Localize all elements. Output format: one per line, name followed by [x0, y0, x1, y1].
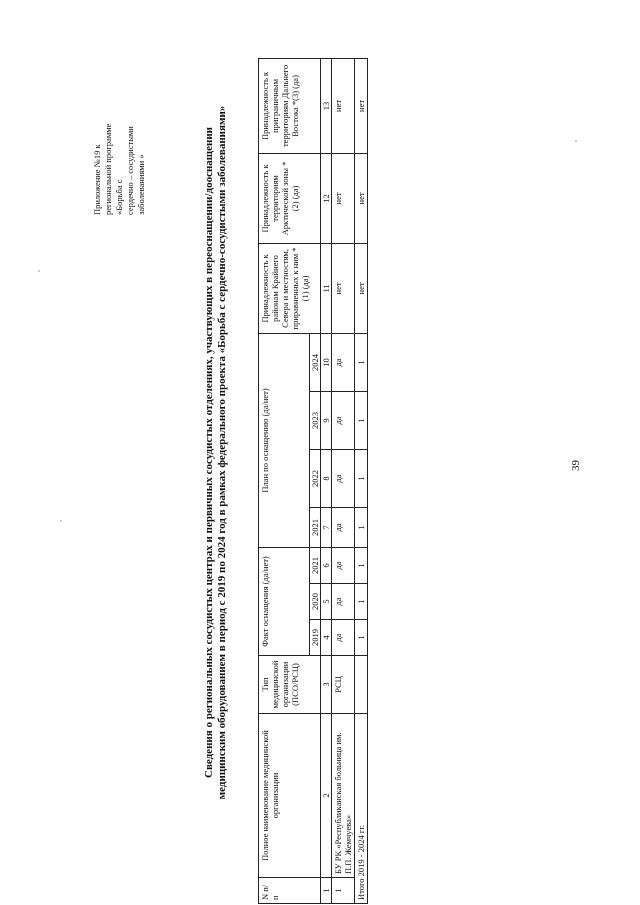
- header-plan: План по оснащению (да/нет): [259, 333, 310, 547]
- fact-year: 2019: [310, 620, 321, 656]
- appendix-line: заболеваниями »: [136, 154, 146, 215]
- table-header-row: [259, 58, 310, 903]
- col-number: 3: [321, 656, 332, 714]
- col-number: 13: [321, 58, 332, 153]
- total-arctic: нет: [355, 153, 368, 243]
- row-name: БУ РК «Республиканская больница им. П.П. Жемчуева»: [332, 714, 355, 878]
- header-arctic: Принадлежность к территориям Арктической зоны *(2) (да): [259, 153, 321, 243]
- row-fact: да: [332, 620, 355, 656]
- col-number: 10: [321, 333, 332, 391]
- col-number: 11: [321, 243, 332, 333]
- row-num: 1: [332, 878, 355, 904]
- row-plan: да: [332, 449, 355, 507]
- document-title: [203, 0, 229, 905]
- header-border: Принадлежность к приграничным территориям Дальнего Востока *(3) (да): [259, 58, 321, 153]
- appendix-note: [92, 97, 147, 215]
- title-line: Сведения о региональных сосудистых центрах и первичных сосудистых отделениях, участвующих в переоснащении/дооснащении: [203, 127, 215, 778]
- column-numbers-row: [321, 58, 332, 903]
- header-fact: Факт оснащения (да/нет): [259, 547, 310, 655]
- row-type: РСЦ: [332, 656, 355, 714]
- header-north: Принадлежность к районам Крайнего Севера и местностям, приравненных к ним *(1) (да): [259, 243, 321, 333]
- col-number: 5: [321, 584, 332, 620]
- row-fact: да: [332, 584, 355, 620]
- col-number: 1: [321, 878, 332, 904]
- col-number: 2: [321, 714, 332, 878]
- appendix-line: сердечно – сосудистыми: [125, 126, 135, 215]
- total-type: [355, 656, 368, 714]
- row-fact: да: [332, 547, 355, 583]
- total-fact: 1: [355, 620, 368, 656]
- appendix-line: региональной программе: [103, 123, 113, 215]
- col-number: 7: [321, 507, 332, 547]
- col-number: 4: [321, 620, 332, 656]
- row-arctic: нет: [332, 153, 355, 243]
- col-number: 8: [321, 449, 332, 507]
- equipment-table: [258, 58, 368, 904]
- title-line: медицинским оборудованием в период с 2019 по 2024 год в рамках федерального проекта «Борьба с сердечно-сосудистыми заболеваниями»: [216, 105, 228, 800]
- header-name: Полное наименование медицинской организации: [259, 714, 321, 878]
- col-number: 9: [321, 391, 332, 449]
- row-border: нет: [332, 58, 355, 153]
- appendix-line: Приложение №19 к: [92, 144, 102, 215]
- total-border: нет: [355, 58, 368, 153]
- total-label: Итого 2019 - 2024 гг.: [355, 714, 368, 904]
- plan-year: 2021: [310, 507, 321, 547]
- plan-year: 2022: [310, 449, 321, 507]
- total-north: нет: [355, 243, 368, 333]
- total-plan: 1: [355, 391, 368, 449]
- row-plan: да: [332, 391, 355, 449]
- appendix-line: «Борьба с: [114, 179, 124, 215]
- header-type: Тип медицинской организации (ПСО/РСЦ): [259, 656, 321, 714]
- col-number: 12: [321, 153, 332, 243]
- table-row: [332, 58, 355, 903]
- table-total-row: [355, 58, 368, 903]
- fact-year: 2021: [310, 547, 321, 583]
- plan-year: 2024: [310, 333, 321, 391]
- total-plan: 1: [355, 507, 368, 547]
- row-plan: да: [332, 333, 355, 391]
- plan-year: 2023: [310, 391, 321, 449]
- scan-speck: [575, 140, 577, 142]
- total-fact: 1: [355, 584, 368, 620]
- total-plan: 1: [355, 449, 368, 507]
- scan-speck: [60, 520, 62, 522]
- fact-year: 2020: [310, 584, 321, 620]
- total-plan: 1: [355, 333, 368, 391]
- row-north: нет: [332, 243, 355, 333]
- scan-speck: [38, 270, 40, 272]
- col-number: 6: [321, 547, 332, 583]
- page-number: 39: [570, 460, 582, 471]
- total-fact: 1: [355, 547, 368, 583]
- row-plan: да: [332, 507, 355, 547]
- header-num: N п/п: [259, 878, 321, 904]
